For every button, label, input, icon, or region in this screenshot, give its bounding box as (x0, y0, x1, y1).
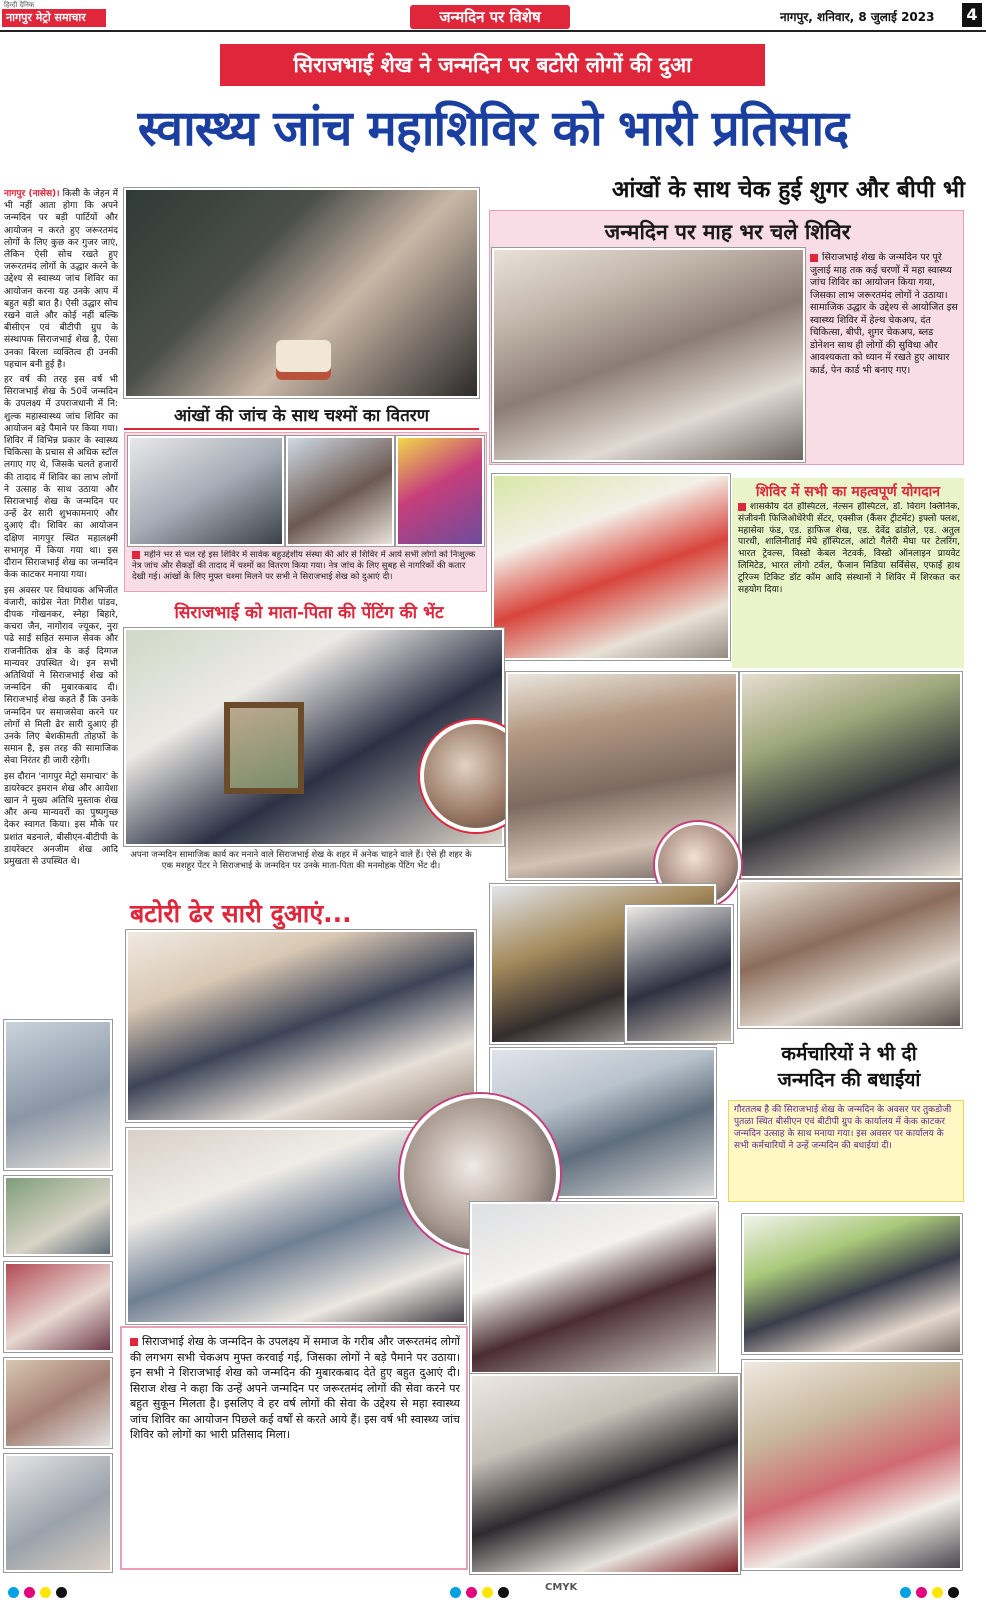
left-paragraph-2: हर वर्ष की तरह इस वर्ष भी सिराजभाई शेख के 50वें जन्मदिन के उपलक्ष्य में उपराजधानी में नि: शुल्क महास्वास्थ्य जांच शिविर का आयोजन बड़े पैमाने पर किया गया। शिविर में विभिन्न प्रकार के स्वास्थ्य चिकित्सा के प्रचास से अधिक स्टॉल लगाए गए थे, जिसके चलते हजारों की तादाद में शिविर का लाभ लोगों ने उत्साह के साथ उठाया और सिराजभाई शेख के जन्मदिन पर उन्हें ढेर सारी शुभकामनाएं और दुआएं दी। शिविर का आयोजन दक्षिण नागपुर स्थित महालक्ष्मी सभागृह में किया गया था। इस दौरान सिराजभाई शेख का जन्मदिन केक काटकर मनाया गया। (4, 375, 118, 581)
photo-cake-cutting (124, 188, 479, 398)
photo-eye-test-girl (286, 436, 394, 546)
footer-cmyk: CMYK (545, 1582, 578, 1593)
eye-section-title: आंखों की जांच के साथ चश्मों का वितरण (124, 402, 479, 430)
contributors-text (738, 502, 960, 666)
staff-title-2: जन्मदिन की बधाईयां (777, 1069, 921, 1091)
staff-text: गौरतलब है की सिराजभाई शेख के जन्मदिन के अवसर पर तुकडोजी पुतळा स्थित बीसीएन एवं बीटीपी ग्रुप के कार्यालय में केक काटकर जन्मदिन उत्साह के साथ मनाया गया। इस अवसर पर कार्यालय के सभी कर्मचारियों ने उन्हें जन्मदिन की बधाईयां दी। (734, 1105, 952, 1151)
painting-section-title: सिराजभाई को माता-पिता की पेंटिंग की भेंट (174, 603, 444, 623)
left-article (4, 188, 118, 1013)
dot-black-icon (948, 1587, 959, 1598)
photo-staff-bouquet (742, 1214, 962, 1354)
photo-donor-chair (470, 1374, 740, 1574)
photo-stage-award (492, 474, 730, 660)
dot-magenta-icon (466, 1587, 477, 1598)
dot-black-icon (498, 1587, 509, 1598)
headline: स्वास्थ्य जांच महाशिविर को भारी प्रतिसाद (137, 100, 849, 157)
kicker-text: सिराजभाई शेख ने जन्मदिन पर बटोरी लोगों की दुआ (293, 53, 692, 77)
contributors-title: शिविर में सभी का महत्वपूर्ण योगदान (755, 484, 941, 500)
section-tag-text: जन्मदिन पर विशेष (439, 8, 541, 26)
page-number: 4 (962, 3, 982, 27)
dot-yellow-icon (482, 1587, 493, 1598)
month-camp-bullet-icon (810, 254, 818, 262)
dot-black-icon (56, 1587, 67, 1598)
photo-eye-glasses (396, 436, 484, 546)
left-paragraph-3: इस अवसर पर विधायक अभिजीत वंजारी, कांग्रेस नेता गिरीश पांडव, दीपक गोखनकर, स्नेहा बिहारे, कचरा जैन, नागोराव ज्यूकर, नुरा पढे साईं सहित समाज सेवक और राजनीतिक क्षेत्र के कई दिग्गज मान्यवर उपस्थित थे। इन सभी अतिथियों ने सिराजभाई शेख को जन्मदिन की मुबारकबाद दी। सिराजभाई शेख कहते हैं कि उनके जन्मदिन पर समाजसेवा करने पर लोगों से मिली ढेर सारी दुआएं ही उनके लिए बेशकीमती तोहफों के समान है, इस तरह की सामाजिक सेवा निरंतर ही जारी रहेगी। (4, 585, 118, 767)
subheadline: आंखों के साथ चेक हुई शुगर और बीपी भी (611, 176, 965, 203)
footer-dots-center (450, 1583, 514, 1602)
staff-title-1: कर्मचारियों ने भी दी (781, 1043, 917, 1065)
painting-caption: अपना जन्मदिन सामाजिक कार्य कर मनाने वाले सिराजभाई शेख के शहर में अनेक चाहने वाले हैं। ऐसे ही शहर के एक मशहूर पेंटर ने सिराजभाई के जन्मदिन पर उनके माता-पिता की मनमोहक पेंटिंग भेंट दी। (130, 850, 472, 871)
painting-frame (224, 702, 304, 794)
blessings-title: बटोरी ढेर सारी दुआएं... (130, 899, 352, 928)
edition-small: हिन्दी दैनिक (4, 1, 35, 9)
masthead (2, 9, 106, 27)
kicker-banner (220, 44, 765, 86)
footer-dots-right (900, 1583, 964, 1602)
left-paragraph-4: इस दौरान 'नागपुर मेट्रो समाचार' के डायरेक्टर इमरान शेख और आयेशा खान ने मुख्य अतिथि मुस्ताक शेख और अन्य मान्यवरों का पुष्पगुच्छ देकर स्वागत किया। इस मौके पर प्रशांत बडनाले, बीसीएन-बीटीपी के डायरेक्टर अनजीम शेख आदि प्रमुखता से उपस्थित थे। (4, 771, 118, 867)
photo-staff-cake (742, 1360, 962, 1570)
month-camp-title: जन्मदिन पर माह भर चले शिविर (604, 219, 851, 244)
dot-cyan-icon (900, 1587, 911, 1598)
left-paragraph-1: किसी के जेहन में भी नहीं आता होगा कि अपने जन्मदिन पर बड़ी पार्टियों और आयोजन न करते हुए जरूरतमंद लोगों के लिए कुछ कर गुजर जाएं, लेकिन ऐसी सोच रखते हुए जरूरतमंद लोगों के उद्धार करने के उद्देश्य से स्वास्थ्य जांच शिविर का आयोजन करना यह उनके आप में बहुत बड़ी बात है। ऐसी उद्धार सोच रखने वाले और कोई नहीं बल्कि बीसीएन एवं बीटीपी ग्रुप के संस्थापक सिराजभाई शेख है, ऐसा उनका बिरला व्यक्तित्व ही उनकी पहचान बनी हुई है। (4, 189, 118, 370)
cake (276, 340, 331, 380)
dot-magenta-icon (24, 1587, 35, 1598)
photo-camp-hall (492, 248, 805, 462)
section-tag (410, 5, 570, 29)
footer-bar (0, 1578, 986, 1600)
contributors-bullet-icon (738, 503, 746, 511)
masthead-bar (0, 0, 986, 32)
photo-eye-machine (128, 436, 284, 546)
photo-gathering-right (738, 880, 962, 1028)
left-dateline: नागपुर (नासेस)। (4, 189, 60, 199)
eye-caption-text: महीने भर से चल रहे इस शिविर में सार्वक बहुउद्देशीय संस्था की ओर से शिविर में आये सभी लोगों को निःशुल्क नेत्र जांच और सैकड़ों की तादाद में चश्मों का वितरण किया गया। नेत्र जांच के लिए सुबह से नागरिकों की कतार देखी गई। आंखों के लिए मुफ्त चश्मा मिलने पर सभी ने सिराजभाई शेख को दुआएं दी। (132, 550, 476, 582)
photo-blood-test (4, 1020, 112, 1170)
bottom-bullet-icon (130, 1338, 138, 1346)
month-camp-body: सिराजभाई शेख के जन्मदिन पर पूरे जुलाई माह तक कई चरणों में महा स्वास्थ्य जांच शिविर का आयोजन किया गया, जिसका लाभ जरूरतमंद लोगों ने उठाया। सामाजिक उद्धार के उद्देश्य से आयोजित इस स्वास्थ्य शिविर में हेल्थ चेकअप, दंत चिकित्सा, बीपी, शुगर चेकअप, ब्लड डोनेशन साथ ही लोगों की सुविधा और आवश्यकता को ध्यान में रखते हुए आधार कार्ड, पेन कार्ड भी बनाए गए। (810, 252, 958, 376)
contributors-body: शासकीय दंत हॉस्पिटल, नेल्सन हॉस्पिटल, डॉ. विराग क्लिनिक, संजीवनी फिजिओथेरेपी सेंटर, एक्सीज (कैंसर ट्रीटमेंट) इफ्लो फ्लश, महासेवा फंड, एड. हाफिज शेख, एड. देवेंद्र ढांडोले, एड. अतुल पारधी, शालिनीताई मेघे हॉस्पिटल, आंटो गैलेरी मेघा पर टेलरिंग, भारत ट्रेवल्स, विस्डो केबल नेटवर्क, विस्डो ऑनलाइन प्रायवेट लिमिटेड, भारत लोगो टर्वल, फैजान मिडिया सर्विसेस, एफाई हाथ टूरिज्म टिकिट डॉट कॉम आदि संस्थानों ने शिविर में शिरकत कर सहयोग दिया। (738, 502, 960, 595)
photo-dental (4, 1262, 112, 1352)
photo-dignitaries (625, 905, 733, 1043)
photo-speaker (740, 672, 962, 878)
photo-eye-check (4, 1176, 112, 1256)
dot-yellow-icon (40, 1587, 51, 1598)
dot-cyan-icon (8, 1587, 19, 1598)
dot-cyan-icon (450, 1587, 461, 1598)
footer-dots-left (8, 1583, 72, 1602)
month-camp-text (810, 252, 960, 462)
bottom-box-text (130, 1334, 460, 1564)
dot-magenta-icon (916, 1587, 927, 1598)
photo-doctor (4, 1454, 112, 1572)
dot-yellow-icon (932, 1587, 943, 1598)
eye-section-caption (132, 550, 480, 590)
eye-bullet-icon (132, 551, 140, 559)
photo-queue (4, 1358, 112, 1448)
photo-blood-donation (470, 1202, 718, 1374)
photo-blessings-stage (126, 930, 476, 1122)
masthead-text: नागपुर मेट्रो समाचार (6, 11, 86, 24)
dateline: नागपुर, शनिवार, 8 जुलाई 2023 (780, 10, 935, 24)
bottom-box-body: सिराजभाई शेख के जन्मदिन के उपलक्ष्य में समाज के गरीब और जरूरतमंद लोगों की लगभग सभी चेकअप मुफ्त करवाई गई, जिसका लोगों ने बड़े पैमाने पर उठाया। इन सभी ने शिराजभाई शेख को जन्मदिन की मुबारकबाद देते हुए बहुत दुआएं दी। सिराज शेख ने कहा कि उन्हें अपने जन्मदिन पर जरूरतमंद लोगों की सेवा करने पर बहुत सुकून मिलता है। इसलिए वे हर वर्ष लोगों की सेवा के उद्देश्य से महा स्वास्थ्य जांच शिविर का आयोजन पिछले कई वर्षों से करते आये हैं। इस वर्ष भी स्वास्थ्य जांच शिविर को लोगों का भारी प्रतिसाद मिला। (130, 1335, 460, 1441)
